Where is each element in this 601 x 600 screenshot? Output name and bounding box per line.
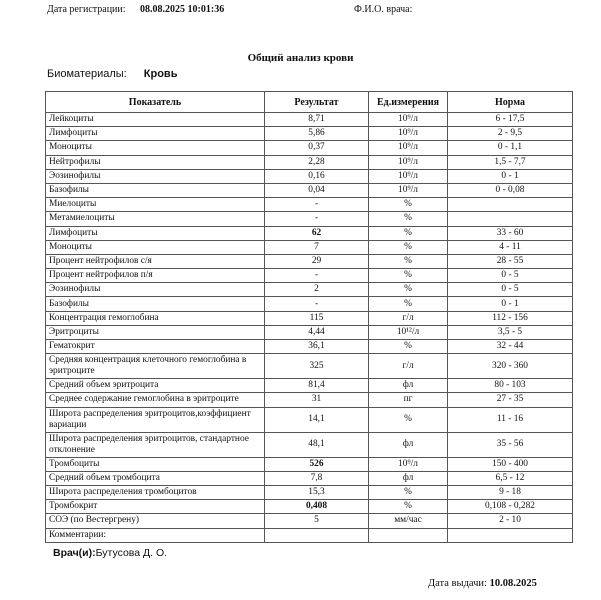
parameter-name: Широта распределения эритроцитов, стандартное отклонение [46,432,265,457]
parameter-name: Средняя концентрация клеточного гемоглобина в эритроците [46,354,265,379]
unit-value: 10⁹/л [369,457,448,471]
parameter-name: Моноциты [46,240,265,254]
norm-value: 6,5 - 12 [448,471,573,485]
table-row [46,297,573,311]
registration-date [47,4,224,15]
unit-value: 10⁹/л [369,169,448,183]
parameter-name: СОЭ (по Вестергрену) [46,514,265,528]
norm-value [448,212,573,226]
norm-value: 150 - 400 [448,457,573,471]
table-row [46,269,573,283]
unit-value: 10⁹/л [369,127,448,141]
unit-value: фл [369,432,448,457]
result-value: 36,1 [265,340,369,354]
unit-value: % [369,407,448,432]
unit-value: % [369,485,448,499]
result-value: 2,28 [265,155,369,169]
result-value: 15,3 [265,485,369,499]
result-value: 325 [265,354,369,379]
result-value: 7 [265,240,369,254]
column-header-parameter: Показатель [46,92,265,113]
norm-value: 0 - 5 [448,269,573,283]
parameter-name: Моноциты [46,141,265,155]
parameter-name: Средний объем эритроцита [46,379,265,393]
norm-value: 80 - 103 [448,379,573,393]
column-header-norm: Норма [448,92,573,113]
norm-value: 33 - 60 [448,226,573,240]
norm-value: 0 - 0,08 [448,183,573,197]
unit-value: % [369,340,448,354]
table-row [46,212,573,226]
unit-value: % [369,297,448,311]
norm-value: 0 - 1 [448,169,573,183]
result-value: 0,37 [265,141,369,155]
unit-value: % [369,254,448,268]
table-row [46,500,573,514]
unit-value: фл [369,471,448,485]
parameter-name: Среднее содержание гемоглобина в эритроците [46,393,265,407]
table-row [46,240,573,254]
table-row [46,457,573,471]
table-row [46,169,573,183]
result-value: - [265,297,369,311]
unit-value: фл [369,379,448,393]
parameter-name: Процент нейтрофилов с/я [46,254,265,268]
parameter-name: Широта распределения эритроцитов,коэффициент вариации [46,407,265,432]
unit-value: % [369,226,448,240]
norm-value: 0 - 1,1 [448,141,573,155]
result-value: 2 [265,283,369,297]
parameter-name: Тромбокрит [46,500,265,514]
table-row [46,471,573,485]
table-row [46,226,573,240]
result-value [265,528,369,542]
norm-value: 9 - 18 [448,485,573,499]
norm-value: 3,5 - 5 [448,325,573,339]
table-row [46,325,573,339]
parameter-name: Средний объем тромбоцита [46,471,265,485]
parameter-name: Лимфоциты [46,226,265,240]
result-value: 526 [265,457,369,471]
table-row [46,393,573,407]
table-row [46,183,573,197]
norm-value: 4 - 11 [448,240,573,254]
result-value: 29 [265,254,369,268]
table-row [46,311,573,325]
result-value: 8,71 [265,113,369,127]
parameter-name: Базофилы [46,183,265,197]
table-row [46,528,573,542]
result-value: 7,8 [265,471,369,485]
table-row [46,141,573,155]
parameter-name: Тромбоциты [46,457,265,471]
unit-value: % [369,198,448,212]
result-value: 0,16 [265,169,369,183]
norm-value [448,198,573,212]
biomaterial-label: Биоматериалы: [47,68,127,80]
result-value: 0,04 [265,183,369,197]
unit-value: 10¹²/л [369,325,448,339]
parameter-name: Эритроциты [46,325,265,339]
biomaterial-value: Кровь [143,68,178,80]
norm-value: 6 - 17,5 [448,113,573,127]
norm-value: 1,5 - 7,7 [448,155,573,169]
norm-value: 27 - 35 [448,393,573,407]
unit-value: г/л [369,311,448,325]
result-value: 4,44 [265,325,369,339]
unit-value: % [369,212,448,226]
doctor-value: Бутусова Д. О. [95,547,168,559]
result-value: 31 [265,393,369,407]
parameter-name: Широта распределения тромбоцитов [46,485,265,499]
table-row [46,127,573,141]
table-row [46,113,573,127]
result-value: - [265,269,369,283]
unit-value: % [369,283,448,297]
result-value: 14,1 [265,407,369,432]
parameter-name: Процент нейтрофилов п/я [46,269,265,283]
unit-value: % [369,269,448,283]
parameter-name: Комментарии: [46,528,265,542]
result-value: 5 [265,514,369,528]
unit-value: пг [369,393,448,407]
norm-value: 0 - 1 [448,297,573,311]
table-row [46,379,573,393]
doctor-signature [53,547,167,559]
result-value: - [265,198,369,212]
result-value: 5,86 [265,127,369,141]
unit-value: % [369,500,448,514]
results-table [45,91,573,543]
parameter-name: Метамиелоциты [46,212,265,226]
result-value: 115 [265,311,369,325]
table-row [46,254,573,268]
parameter-name: Эозинофилы [46,169,265,183]
norm-value: 35 - 56 [448,432,573,457]
result-value: 48,1 [265,432,369,457]
parameter-name: Лейкоциты [46,113,265,127]
table-row [46,407,573,432]
norm-value: 0 - 5 [448,283,573,297]
parameter-name: Гематокрит [46,340,265,354]
parameter-name: Нейтрофилы [46,155,265,169]
norm-value: 0,108 - 0,282 [448,500,573,514]
table-row [46,432,573,457]
table-row [46,354,573,379]
norm-value: 32 - 44 [448,340,573,354]
norm-value: 2 - 9,5 [448,127,573,141]
norm-value: 2 - 10 [448,514,573,528]
table-row [46,340,573,354]
column-header-unit: Ед.измерения [369,92,448,113]
page-title: Общий анализ крови [247,52,354,64]
parameter-name: Эозинофилы [46,283,265,297]
unit-value: 10⁹/л [369,141,448,155]
norm-value: 11 - 16 [448,407,573,432]
norm-value [448,528,573,542]
parameter-name: Лимфоциты [46,127,265,141]
result-value: 0,408 [265,500,369,514]
table-row [46,514,573,528]
table-row [46,155,573,169]
parameter-name: Базофилы [46,297,265,311]
issue-date-label: Дата выдачи: [428,578,487,589]
unit-value: г/л [369,354,448,379]
norm-value: 112 - 156 [448,311,573,325]
table-row [46,283,573,297]
parameter-name: Миелоциты [46,198,265,212]
unit-value: % [369,240,448,254]
norm-value: 320 - 360 [448,354,573,379]
registration-date-value: 08.08.2025 10:01:36 [140,4,225,15]
result-value: 81,4 [265,379,369,393]
unit-value: мм/час [369,514,448,528]
result-value: 62 [265,226,369,240]
doctor-name-label: Ф.И.О. врача: [354,4,413,15]
table-row [46,198,573,212]
parameter-name: Концентрация гемоглобина [46,311,265,325]
doctor-label: Врач(и): [53,547,96,559]
unit-value: 10⁹/л [369,155,448,169]
column-header-result: Результат [265,92,369,113]
result-value: - [265,212,369,226]
unit-value: 10⁹/л [369,183,448,197]
unit-value: 10⁹/л [369,113,448,127]
registration-date-label: Дата регистрации: [47,4,126,15]
biomaterial [47,68,177,80]
norm-value: 28 - 55 [448,254,573,268]
issue-date [428,578,537,589]
unit-value [369,528,448,542]
issue-date-value: 10.08.2025 [489,578,537,589]
table-row [46,485,573,499]
table-header-row [46,92,573,113]
